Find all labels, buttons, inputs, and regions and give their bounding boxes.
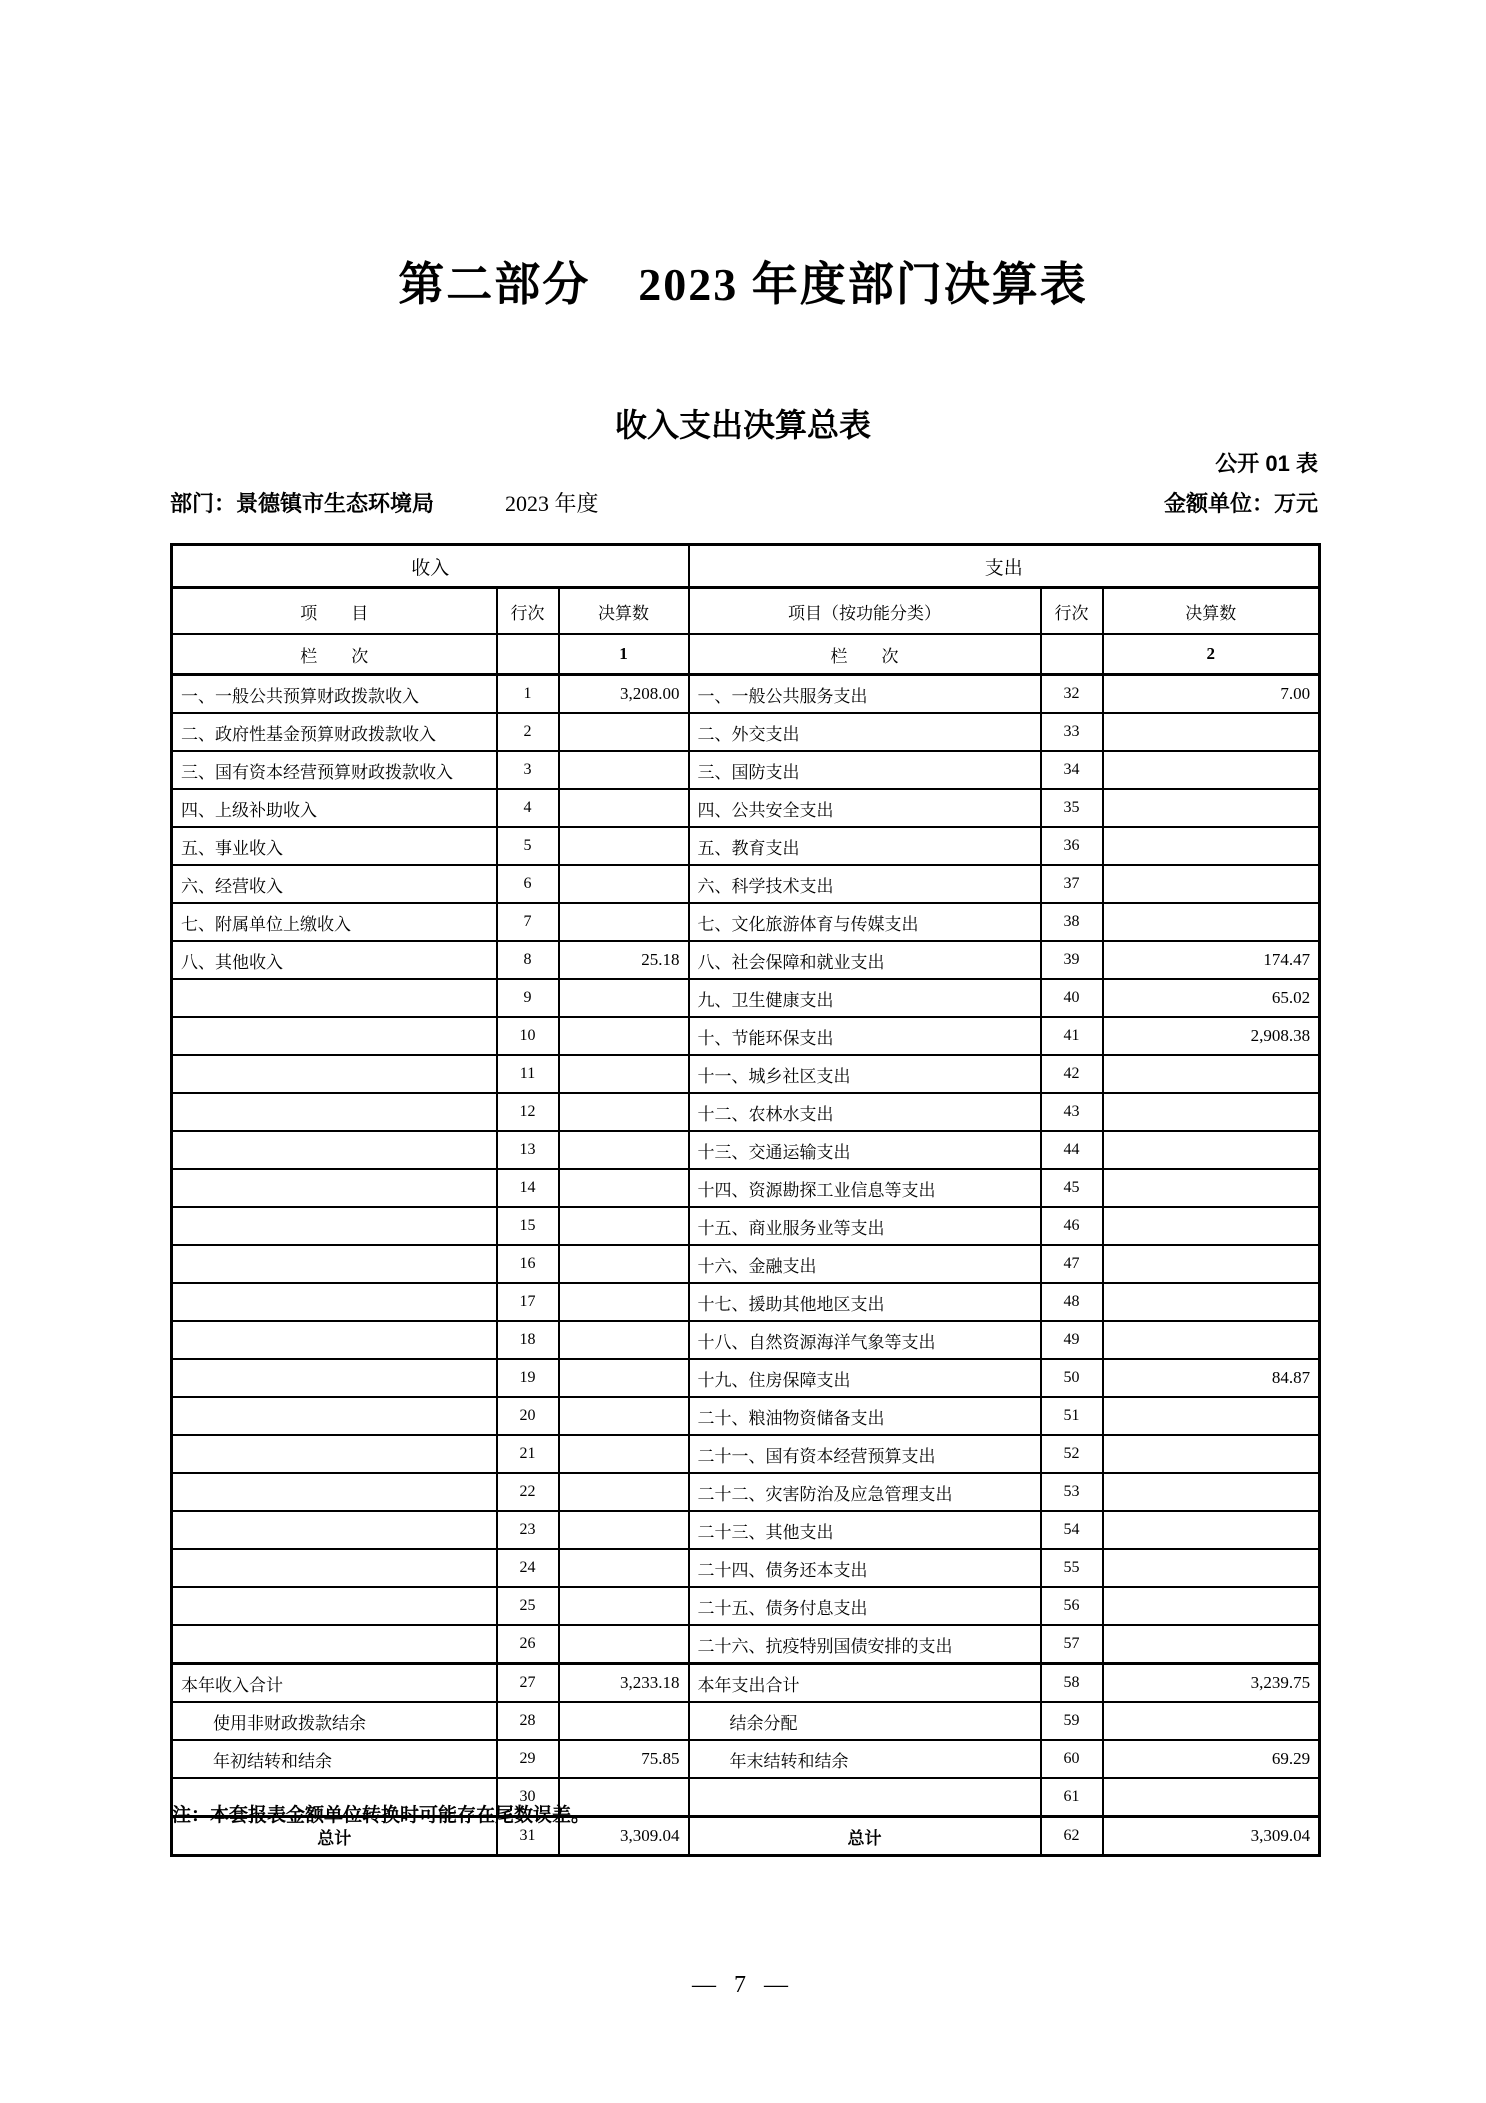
expense-item-cell: 二、外交支出 [689,713,1041,751]
table-title: 收入支出决算总表 [614,407,871,443]
expense-rowno-cell: 32 [1041,675,1103,714]
expense-item-cell: 十六、金融支出 [689,1245,1041,1283]
income-item-cell: 一、一般公共预算财政拨款收入 [172,675,497,714]
income-rowno-cell: 30 [497,1778,559,1817]
income-rowno-cell: 11 [497,1055,559,1093]
income-rowno-cell: 24 [497,1549,559,1587]
expense-rowno-cell: 41 [1041,1017,1103,1055]
income-item-cell: 总计 [172,1817,497,1856]
income-rowno-cell: 13 [497,1131,559,1169]
income-value-cell: 3,208.00 [559,675,689,714]
expense-rowno-cell: 38 [1041,903,1103,941]
expense-item-cell: 年末结转和结余 [689,1740,1041,1778]
table-row [172,1511,1320,1549]
income-value-cell [559,751,689,789]
table-row [172,789,1320,827]
table-row [172,1207,1320,1245]
income-value-cell [559,1359,689,1397]
expense-rowno-cell: 62 [1041,1817,1103,1856]
income-item-cell: 本年收入合计 [172,1664,497,1703]
expense-rowno-cell: 33 [1041,713,1103,751]
expense-rowno-cell: 50 [1041,1359,1103,1397]
income-rowno-cell: 18 [497,1321,559,1359]
table-row [172,1702,1320,1740]
income-item-cell: 五、事业收入 [172,827,497,865]
expense-item-cell: 二十二、灾害防治及应急管理支出 [689,1473,1041,1511]
table-row [172,713,1320,751]
income-rowno-cell: 17 [497,1283,559,1321]
table-row [172,941,1320,979]
expense-item-cell: 十三、交通运输支出 [689,1131,1041,1169]
expense-item-header: 项目（按功能分类） [689,588,1041,635]
expense-item-cell: 六、科学技术支出 [689,865,1041,903]
section-header-row [172,545,1320,588]
footnote: 注：本套报表金额单位转换时可能存在尾数误差。 [172,1805,591,1826]
expense-value-cell [1103,1625,1320,1664]
expense-rowno-cell: 35 [1041,789,1103,827]
income-value-cell [559,1321,689,1359]
expense-item-cell: 十八、自然资源海洋气象等支出 [689,1321,1041,1359]
income-value-cell [559,1625,689,1664]
expense-value-cell [1103,1055,1320,1093]
amount-unit-label: 金额单位：万元 [1163,491,1318,516]
table-body [172,675,1320,1856]
expense-value-cell: 69.29 [1103,1740,1320,1778]
table-row [172,1664,1320,1703]
income-rowno-cell: 31 [497,1817,559,1856]
expense-rowno-cell: 37 [1041,865,1103,903]
expense-rowno-cell: 47 [1041,1245,1103,1283]
expense-value-cell [1103,1473,1320,1511]
table-row [172,1283,1320,1321]
expense-value-cell [1103,1207,1320,1245]
expense-rowno-cell: 61 [1041,1778,1103,1817]
income-item-cell [172,1397,497,1435]
income-value-cell [559,827,689,865]
expense-value-cell [1103,1702,1320,1740]
expense-rowno-cell: 40 [1041,979,1103,1017]
table-row [172,1093,1320,1131]
table-row [172,903,1320,941]
expense-rowno-cell: 53 [1041,1473,1103,1511]
income-item-cell [172,979,497,1017]
income-item-cell [172,1511,497,1549]
expense-item-cell: 二十三、其他支出 [689,1511,1041,1549]
expense-value-cell [1103,1435,1320,1473]
expense-item-cell: 一、一般公共服务支出 [689,675,1041,714]
income-rowno-cell: 15 [497,1207,559,1245]
income-item-cell [172,1169,497,1207]
expense-lanci-blank [1041,634,1103,675]
income-item-cell [172,1093,497,1131]
income-item-cell: 三、国有资本经营预算财政拨款收入 [172,751,497,789]
expense-value-cell [1103,1587,1320,1625]
expense-rowno-cell: 34 [1041,751,1103,789]
table-row [172,1055,1320,1093]
income-section-header: 收入 [172,545,689,588]
expense-value-cell [1103,1283,1320,1321]
income-rowno-header: 行次 [497,588,559,635]
income-item-cell: 六、经营收入 [172,865,497,903]
income-item-cell [172,1283,497,1321]
table-code-label: 公开 01 表 [1215,451,1318,476]
income-lanci-blank [497,634,559,675]
fiscal-year-label: 2023 年度 [505,491,599,516]
income-item-cell [172,1055,497,1093]
income-item-cell [172,1359,497,1397]
expense-value-cell [1103,789,1320,827]
income-amount-header: 决算数 [559,588,689,635]
expense-rowno-cell: 39 [1041,941,1103,979]
expense-item-cell: 二十、粮油物资储备支出 [689,1397,1041,1435]
expense-value-cell [1103,1131,1320,1169]
expense-value-cell [1103,751,1320,789]
income-value-cell [559,1245,689,1283]
income-rowno-cell: 6 [497,865,559,903]
expense-value-cell [1103,1169,1320,1207]
table-row [172,1435,1320,1473]
expense-rowno-cell: 59 [1041,1702,1103,1740]
income-value-cell [559,713,689,751]
income-column-number: 1 [559,634,689,675]
expense-value-cell: 174.47 [1103,941,1320,979]
table-row [172,1549,1320,1587]
income-rowno-cell: 22 [497,1473,559,1511]
expense-value-cell [1103,827,1320,865]
income-value-cell [559,1511,689,1549]
expense-value-cell [1103,1093,1320,1131]
income-value-cell [559,979,689,1017]
income-value-cell: 3,233.18 [559,1664,689,1703]
budget-summary-table [170,543,1321,1857]
income-value-cell [559,1435,689,1473]
income-item-cell [172,1131,497,1169]
expense-rowno-cell: 49 [1041,1321,1103,1359]
income-item-cell [172,1587,497,1625]
income-item-cell: 使用非财政拨款结余 [172,1702,497,1740]
income-rowno-cell: 12 [497,1093,559,1131]
table-row [172,1625,1320,1664]
income-item-header: 项 目 [172,588,497,635]
expense-item-cell: 四、公共安全支出 [689,789,1041,827]
expense-value-cell: 3,309.04 [1103,1817,1320,1856]
expense-item-cell [689,1778,1041,1817]
table-row [172,979,1320,1017]
expense-item-cell: 八、社会保障和就业支出 [689,941,1041,979]
expense-item-cell: 总计 [689,1817,1041,1856]
expense-value-cell [1103,865,1320,903]
expense-rowno-cell: 58 [1041,1664,1103,1703]
income-value-cell [559,789,689,827]
income-item-cell: 七、附属单位上缴收入 [172,903,497,941]
income-value-cell [559,1397,689,1435]
expense-value-cell: 2,908.38 [1103,1017,1320,1055]
income-rowno-cell: 21 [497,1435,559,1473]
expense-item-cell: 二十六、抗疫特别国债安排的支出 [689,1625,1041,1664]
expense-value-cell [1103,1511,1320,1549]
expense-rowno-cell: 51 [1041,1397,1103,1435]
income-rowno-cell: 14 [497,1169,559,1207]
expense-item-cell: 十九、住房保障支出 [689,1359,1041,1397]
income-value-cell [559,1131,689,1169]
expense-rowno-header: 行次 [1041,588,1103,635]
income-rowno-cell: 9 [497,979,559,1017]
table-row [172,1359,1320,1397]
table-row [172,1169,1320,1207]
expense-item-cell: 十、节能环保支出 [689,1017,1041,1055]
table-row [172,1245,1320,1283]
income-value-cell [559,1017,689,1055]
income-value-cell [559,1702,689,1740]
income-value-cell [559,1549,689,1587]
expense-lanci-label: 栏 次 [689,634,1041,675]
income-rowno-cell: 26 [497,1625,559,1664]
expense-value-cell: 3,239.75 [1103,1664,1320,1703]
income-rowno-cell: 10 [497,1017,559,1055]
income-item-cell: 八、其他收入 [172,941,497,979]
income-item-cell: 四、上级补助收入 [172,789,497,827]
income-rowno-cell: 8 [497,941,559,979]
income-value-cell: 3,309.04 [559,1817,689,1856]
expense-rowno-cell: 42 [1041,1055,1103,1093]
table-row [172,1473,1320,1511]
income-value-cell [559,1207,689,1245]
expense-value-cell [1103,1778,1320,1817]
income-rowno-cell: 19 [497,1359,559,1397]
expense-rowno-cell: 55 [1041,1549,1103,1587]
income-rowno-cell: 23 [497,1511,559,1549]
expense-rowno-cell: 48 [1041,1283,1103,1321]
income-value-cell [559,1283,689,1321]
income-item-cell [172,1321,497,1359]
table-row [172,675,1320,714]
expense-value-cell [1103,1321,1320,1359]
expense-rowno-cell: 60 [1041,1740,1103,1778]
expense-value-cell: 7.00 [1103,675,1320,714]
table-info-row [170,487,1318,517]
table-row [172,751,1320,789]
expense-item-cell: 十二、农林水支出 [689,1093,1041,1131]
column-header-row [172,588,1320,635]
income-value-cell [559,1473,689,1511]
income-rowno-cell: 7 [497,903,559,941]
expense-item-cell: 二十一、国有资本经营预算支出 [689,1435,1041,1473]
expense-value-cell [1103,1397,1320,1435]
income-item-cell: 二、政府性基金预算财政拨款收入 [172,713,497,751]
expense-rowno-cell: 43 [1041,1093,1103,1131]
expense-value-cell [1103,1245,1320,1283]
table-row [172,1740,1320,1778]
income-rowno-cell: 25 [497,1587,559,1625]
income-rowno-cell: 27 [497,1664,559,1703]
table-row [172,1587,1320,1625]
income-item-cell [172,1017,497,1055]
income-value-cell [559,1055,689,1093]
expense-rowno-cell: 56 [1041,1587,1103,1625]
income-rowno-cell: 16 [497,1245,559,1283]
table-row [172,1131,1320,1169]
income-value-cell [559,1587,689,1625]
income-item-cell: 年初结转和结余 [172,1740,497,1778]
income-value-cell [559,865,689,903]
expense-column-number: 2 [1103,634,1320,675]
income-item-cell [172,1207,497,1245]
expense-item-cell: 十一、城乡社区支出 [689,1055,1041,1093]
table-row [172,1397,1320,1435]
income-value-cell [559,903,689,941]
expense-amount-header: 决算数 [1103,588,1320,635]
income-rowno-cell: 28 [497,1702,559,1740]
expense-rowno-cell: 44 [1041,1131,1103,1169]
income-value-cell: 25.18 [559,941,689,979]
expense-item-cell: 九、卫生健康支出 [689,979,1041,1017]
income-rowno-cell: 4 [497,789,559,827]
income-item-cell [172,1473,497,1511]
expense-rowno-cell: 45 [1041,1169,1103,1207]
expense-item-cell: 十四、资源勘探工业信息等支出 [689,1169,1041,1207]
expense-rowno-cell: 57 [1041,1625,1103,1664]
income-value-cell [559,1169,689,1207]
expense-item-cell: 二十五、债务付息支出 [689,1587,1041,1625]
expense-rowno-cell: 46 [1041,1207,1103,1245]
income-item-cell [172,1435,497,1473]
expense-rowno-cell: 36 [1041,827,1103,865]
expense-value-cell [1103,1549,1320,1587]
income-rowno-cell: 2 [497,713,559,751]
income-rowno-cell: 1 [497,675,559,714]
expense-value-cell [1103,713,1320,751]
expense-item-cell: 五、教育支出 [689,827,1041,865]
income-value-cell [559,1093,689,1131]
expense-item-cell: 七、文化旅游体育与传媒支出 [689,903,1041,941]
table-row [172,1017,1320,1055]
department-label: 部门：景德镇市生态环境局 [170,491,435,516]
expense-item-cell: 二十四、债务还本支出 [689,1549,1041,1587]
table-row [172,1321,1320,1359]
income-rowno-cell: 3 [497,751,559,789]
income-lanci-label: 栏 次 [172,634,497,675]
expense-item-cell: 本年支出合计 [689,1664,1041,1703]
income-rowno-cell: 5 [497,827,559,865]
income-item-cell [172,1625,497,1664]
column-number-row [172,634,1320,675]
income-rowno-cell: 29 [497,1740,559,1778]
expense-value-cell: 84.87 [1103,1359,1320,1397]
page-number: — 7 — [692,1972,794,1998]
income-rowno-cell: 20 [497,1397,559,1435]
income-value-cell: 75.85 [559,1740,689,1778]
expense-item-cell: 十七、援助其他地区支出 [689,1283,1041,1321]
expense-value-cell: 65.02 [1103,979,1320,1017]
expense-item-cell: 三、国防支出 [689,751,1041,789]
table-row [172,865,1320,903]
table-row [172,827,1320,865]
page-title: 第二部分 2023 年度部门决算表 [398,259,1088,310]
expense-rowno-cell: 52 [1041,1435,1103,1473]
expense-value-cell [1103,903,1320,941]
expense-item-cell: 十五、商业服务业等支出 [689,1207,1041,1245]
income-item-cell [172,1549,497,1587]
expense-rowno-cell: 54 [1041,1511,1103,1549]
expense-section-header: 支出 [689,545,1320,588]
income-item-cell [172,1245,497,1283]
expense-item-cell: 结余分配 [689,1702,1041,1740]
